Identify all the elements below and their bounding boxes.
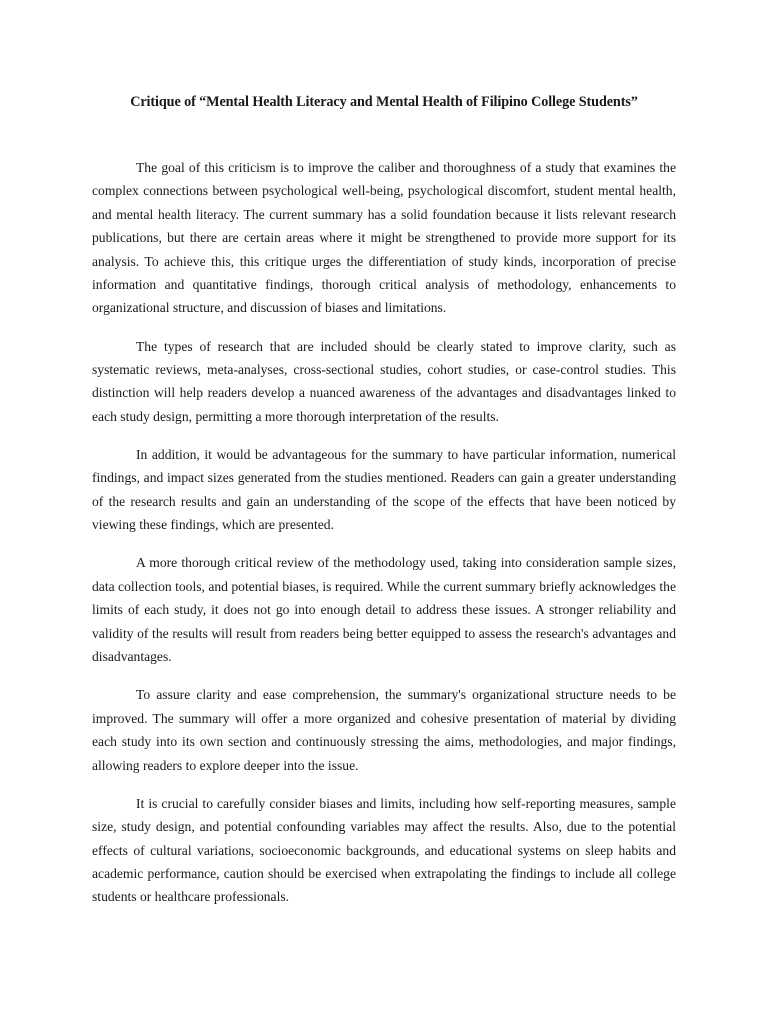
paragraph-6: It is crucial to carefully consider biases and limits, including how self-reporting measures, sample size, study design, and potential confounding variables may affect the results. Also, due to the potential effects of cultural variations, socioeconomic backgrounds, and educational systems on sleep habits and academic performance, caution should be exercised when extrapolating the findings to include all college students or healthcare professionals. <box>92 795 676 905</box>
paragraph-5: To assure clarity and ease comprehension, the summary's organizational structure needs to be improved. The summary will offer a more organized and cohesive presentation of material by dividing each study into its own section and continuously stressing the aims, methodologies, and major findings, allowing readers to explore deeper into the issue. <box>92 687 676 773</box>
paragraph-4: A more thorough critical review of the methodology used, taking into consideration sample sizes, data collection tools, and potential biases, is required. While the current summary briefly acknowledges the limits of each study, it does not go into enough detail to address these issues. A stronger reliability and validity of the results will result from readers being better equipped to assess the research's advantages and disadvantages. <box>92 555 676 665</box>
paragraph-2: The types of research that are included should be clearly stated to improve clarity, such as systematic reviews, meta-analyses, cross-sectional studies, cohort studies, or case-control studies. This distinction will help readers develop a nuanced awareness of the advantages and disadvantages linked to each study design, permitting a more thorough interpretation of the results. <box>92 338 676 424</box>
paragraph-3: In addition, it would be advantageous for the summary to have particular information, numerical findings, and impact sizes generated from the studies mentioned. Readers can gain a greater understanding of the research results and gain an understanding of the scope of the effects that have been noticed by viewing these findings, which are presented. <box>92 447 676 533</box>
document-title: Critique of “Mental Health Literacy and Mental Health of Filipino College Students” <box>130 94 638 110</box>
paragraph-1: The goal of this criticism is to improve the caliber and thoroughness of a study that examines the complex connections between psychological well-being, psychological discomfort, student mental health, and mental health literacy. The current summary has a solid foundation because it lists relevant research publications, but there are certain areas where it might be strengthened to provide more support for its analysis. To achieve this, this critique urges the differentiation of study kinds, incorporation of precise information and quantitative findings, thorough critical analysis of methodology, enhancements to organizational structure, and discussion of biases and limitations. <box>92 160 676 316</box>
